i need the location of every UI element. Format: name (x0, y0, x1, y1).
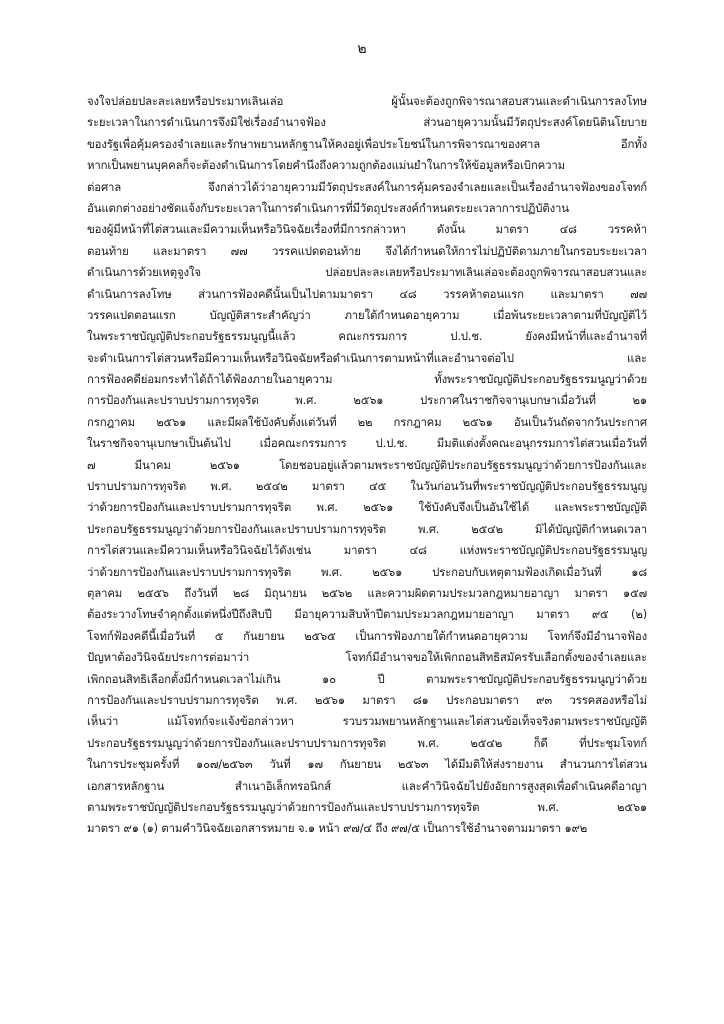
text-line: โจทก์ฟ้องคดีนี้เมื่อวันที่ ๕ กันยายน ๒๕๖๕ เป็นการฟ้องภายใต้กำหนดอายุความ โจทก์จึงมีอำนาจฟ้อง (87, 628, 647, 643)
text-line: จะดำเนินการไต่สวนหรือมีความเห็นหรือวินิจฉัยหรือดำเนินการตามหน้าที่และอำนาจต่อไป และ (87, 350, 647, 365)
text-line: ตอนท้าย และมาตรา ๗๗ วรรคแปดตอนท้าย จึงได้กำหนดให้การไม่ปฏิบัติตามภายในกรอบระยะเวลา (87, 243, 647, 258)
text-line: ในพระราชบัญญัติประกอบรัฐธรรมนูญนี้แล้ว คณะกรรมการ ป.ป.ช. ยังคงมีหน้าที่และอำนาจที่ (87, 329, 647, 344)
text-line: ประกอบรัฐธรรมนูญว่าด้วยการป้องกันและปราบปรามการทุจริต พ.ศ. ๒๕๔๒ มิได้บัญญัติกำหนดเวลา (87, 521, 647, 536)
text-line: ดำเนินการด้วยเหตุจูงใจ ปล่อยปละละเลยหรือประมาทเลินเล่อจะต้องถูกพิจารณาสอบสวนและ (87, 265, 647, 280)
text-line: ปัญหาต้องวินิจฉัยประการต่อมาว่า โจทก์มีอำนาจขอให้เพิกถอนสิทธิสมัครรับเลือกตั้งของจำเลยและ (87, 650, 647, 665)
text-line: ในการประชุมครั้งที่ ๑๐๗/๒๕๖๓ วันที่ ๑๗ กันยายน ๒๕๖๓ ได้มีมติให้ส่งรายงาน สำนวนการไต่สวน (87, 757, 647, 772)
body-text (87, 91, 647, 840)
text-line: มาตรา ๙๑ (๑) ตามคำวินิจฉัยเอกสารหมาย จ.๑ หน้า ๙๗/๔ ถึง ๙๗/๕ เป็นการใช้อำนาจตามมาตรา ๑๙๒ (87, 821, 588, 836)
text-line: การป้องกันและปราบปรามการทุจริต พ.ศ. ๒๕๖๑ มาตรา ๘๑ ประกอบมาตรา ๙๓ วรรคสองหรือไม่ (87, 692, 647, 707)
text-line: การป้องกันและปราบปรามการทุจริต พ.ศ. ๒๕๖๑ ประกาศในราชกิจจานุเบกษาเมื่อวันที่ ๒๑ (87, 393, 647, 408)
text-line: ดำเนินการลงโทษ ส่วนการฟ้องคดีนั้นเป็นไปตามมาตรา ๔๘ วรรคห้าตอนแรก และมาตรา ๗๗ (87, 286, 647, 301)
text-line: กรกฎาคม ๒๕๖๑ และมีผลใช้บังคับตั้งแต่วันที่ ๒๒ กรกฎาคม ๒๕๖๑ อันเป็นวันถัดจากวันประกาศ (87, 414, 647, 429)
text-line: ต่อศาล จึงกล่าวได้ว่าอายุความมีวัตถุประสงค์ในการคุ้มครองจำเลยและเป็นเรื่องอำนาจฟ้องของโจทก์ (87, 179, 647, 194)
text-line: ตุลาคม ๒๕๕๖ ถึงวันที่ ๒๘ มิถุนายน ๒๕๖๒ และความผิดตามประมวลกฎหมายอาญา มาตรา ๑๕๗ (87, 585, 647, 600)
text-line: ต้องระวางโทษจำคุกตั้งแต่หนึ่งปีถึงสิบปี มีอายุความสิบห้าปีตามประมวลกฎหมายอาญา มาตรา ๙๕ (๒) (87, 607, 647, 622)
text-line: ของรัฐเพื่อคุ้มครองจำเลยและรักษาพยานหลักฐานให้คงอยู่เพื่อประโยชน์ในการพิจารณาของศาล อีกทั้ง (87, 136, 647, 151)
text-line: ของผู้มีหน้าที่ไต่สวนและมีความเห็นหรือวินิจฉัยเรื่องที่มีการกล่าวหา ดังนั้น มาตรา ๔๘ วรรคห้า (87, 222, 647, 237)
text-line: ตามพระราชบัญญัติประกอบรัฐธรรมนูญว่าด้วยการป้องกันและปราบปรามการทุจริต พ.ศ. ๒๕๖๑ (87, 799, 647, 814)
text-line: ประกอบรัฐธรรมนูญว่าด้วยการป้องกันและปราบปรามการทุจริต พ.ศ. ๒๕๔๒ ก็ดี ที่ประชุมโจทก์ (87, 735, 647, 750)
text-line: การฟ้องคดีย่อมกระทำได้ถ้าได้ฟ้องภายในอายุความ ทั้งพระราชบัญญัติประกอบรัฐธรรมนูญว่าด้วย (87, 372, 647, 387)
text-line: จงใจปล่อยปละละเลยหรือประมาทเลินเล่อ ผู้นั้นจะต้องถูกพิจารณาสอบสวนและดำเนินการลงโทษ (87, 94, 647, 108)
text-line: หากเป็นพยานบุคคลก็จะต้องดำเนินการโดยคำนึงถึงความถูกต้องแม่นยำในการให้ข้อมูลหรือเบิกความ (87, 158, 565, 173)
text-line: วรรคแปดตอนแรก บัญญัติสาระสำคัญว่า ภายใต้กำหนดอายุความ เมื่อพ้นระยะเวลาตามที่บัญญัติไว้ (87, 307, 647, 322)
text-line: ๗ มีนาคม ๒๕๖๑ โดยชอบอยู่แล้วตามพระราชบัญญัติประกอบรัฐธรรมนูญว่าด้วยการป้องกันและ (87, 457, 647, 472)
text-line: การไต่สวนและมีความเห็นหรือวินิจฉัยไว้ดังเช่น มาตรา ๔๘ แห่งพระราชบัญญัติประกอบรัฐธรรมนูญ (87, 543, 647, 558)
text-line: ในราชกิจจานุเบกษาเป็นต้นไป เมื่อคณะกรรมการ ป.ป.ช. มีมติแต่งตั้งคณะอนุกรรมการไต่สวนเมื่อวันที่ (87, 436, 647, 451)
text-line: ระยะเวลาในการดำเนินการจึงมิใช่เรื่องอำนาจฟ้อง ส่วนอายุความนั้นมีวัตถุประสงค์โดยนิตินโยบาย (87, 115, 647, 130)
page-number: ๒ (357, 41, 367, 57)
text-line: อันแตกต่างอย่างชัดแจ้งกับระยะเวลาในการดำเนินการที่มีวัตถุประสงค์กำหนดระยะเวลาการปฏิบัติงาน (87, 200, 569, 215)
text-line: ว่าด้วยการป้องกันและปราบปรามการทุจริต พ.ศ. ๒๕๖๑ ใช้บังคับจึงเป็นอันใช้ได้ และพระราชบัญญัติ (87, 500, 647, 515)
text-line: เอกสารหลักฐาน สำเนาอิเล็กทรอนิกส์ และคำวินิจฉัยไปยังอัยการสูงสุดเพื่อดำเนินคดีอาญา (87, 778, 647, 793)
text-line: เพิกถอนสิทธิเลือกตั้งมีกำหนดเวลาไม่เกิน ๑๐ ปี ตามพระราชบัญญัติประกอบรัฐธรรมนูญว่าด้วย (87, 671, 647, 686)
text-line: ว่าด้วยการป้องกันและปราบปรามการทุจริต พ.ศ. ๒๕๖๑ ประกอบกับเหตุตามฟ้องเกิดเมื่อวันที่ ๑๘ (87, 564, 647, 579)
text-line: ปราบปรามการทุจริต พ.ศ. ๒๕๔๒ มาตรา ๔๕ ในวันก่อนวันที่พระราชบัญญัติประกอบรัฐธรรมนูญ (87, 479, 647, 494)
text-line: เห็นว่า แม้โจทก์จะแจ้งข้อกล่าวหา รวบรวมพยานหลักฐานและไต่สวนข้อเท็จจริงตามพระราชบัญญัติ (87, 714, 647, 729)
